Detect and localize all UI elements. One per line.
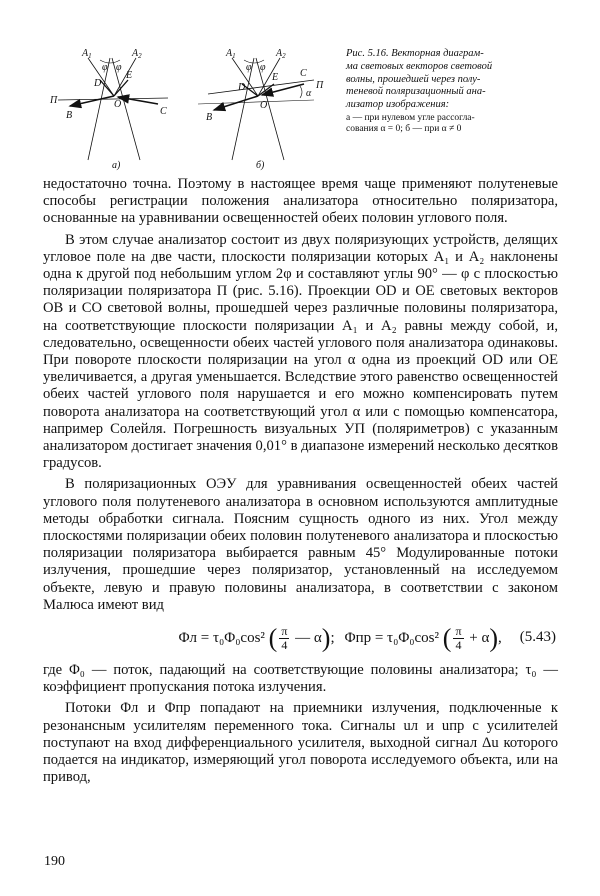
label-b-A1: $A_1$ xyxy=(226,48,236,60)
label-b-D: D xyxy=(238,82,246,93)
label-a-phi-left: φ xyxy=(102,62,108,73)
formula-left-tail: — α xyxy=(295,629,322,646)
figure-5-16 xyxy=(48,40,334,178)
formula-right-num: π xyxy=(455,623,462,638)
paragraph: В поляризационных ОЭУ для уравнивания освещенностей обеих частей углового поля полутеневого анализатора в основном используются амплитудные методы обработки сигнала. Поясним сущность одного из них. Угол между плоскостями поляризации обеих половин полутеневого анализатора и плоскостью поляризации поляризатора выбирается равным 45° Модулированные потоки излучения, прошедшие через поляризатор, установленный на исследуемом объекте, левую и правую половины анализатора, в соответствии с законом Малюса имеют вид xyxy=(43,476,558,613)
formula-left-num: π xyxy=(281,623,288,638)
label-b-phi-left: φ xyxy=(246,62,252,73)
label-b-B: B xyxy=(206,112,213,123)
caption-line: лизатор изображения: xyxy=(346,99,450,111)
label-a-C: C xyxy=(160,106,167,117)
label-b-C: C xyxy=(300,68,307,79)
formula-left: Φл = τ₀Φ₀cos² ( $\frac{\pi}{4}$ — α); xyxy=(178,623,335,653)
label-b-E: E xyxy=(272,72,279,83)
panel-a-diagram xyxy=(58,58,168,160)
figure-caption xyxy=(346,48,562,135)
caption-line: Рис. 5.16. Векторная диаграм- xyxy=(346,48,484,59)
panel-b-diagram xyxy=(198,58,314,160)
label-b-O: O xyxy=(260,100,268,111)
formula-5-43 xyxy=(43,618,558,658)
caption-legend-line: сования α = 0; б — при α ≠ 0 xyxy=(346,123,462,134)
formula-left-den: 4 xyxy=(281,637,288,652)
label-a-P: П xyxy=(50,95,58,106)
label-a-panel: а) xyxy=(112,160,121,171)
label-a-A1: $A_1$ xyxy=(82,48,92,60)
formula-right-tail: + α xyxy=(469,629,490,646)
label-a-B: B xyxy=(66,110,73,121)
formula-right-lhs: Φпр = τ₀Φ₀cos² xyxy=(344,629,440,646)
paragraph: В этом случае анализатор состоит из двух поляризующих устройств, делящих угловое поле на две части, плоскости поляризации которых A₁ и A₂ наклонены одна к другой под небольшим углом 2φ и составляют углы 90° — φ с плоскостью поляризации поляризатора П (рис. 5.16). Проекции OD и OE световых векторов OB и CO световой волны, прошедшей через различные половины поляризатора, на соответствующие плоскости поляризации A₁ и A₂ равны между собой, и, следовательно, освещенности обеих частей углового поля анализатора одинаковы. При повороте плоскости поляризации на угол α одна из проекций OD или OE увеличивается, а другая уменьшается. Вследствие этого равенство освещенностей обеих частей углового поля нарушается и его можно компенсировать путем поворота анализатора на соответствующий угол α или с помощью компенсатора, например Солейля. Погрешность визуальных УП (поляриметров) с указанным анализатором достигает значения 0,01° в диапазоне измерений несколько десятков градусов. xyxy=(43,231,558,472)
label-a-phi-right: φ xyxy=(116,62,122,73)
label-a-O: O xyxy=(114,99,122,110)
formula-number: (5.43) xyxy=(519,629,556,646)
label-b-panel: б) xyxy=(256,160,265,171)
body-text xyxy=(43,176,558,791)
paragraph: недостаточно точна. Поэтому в настоящее время чаще применяют полутеневые способы регистрации положения анализатора относительно поляризатора, основанные на уравнивании освещенностей обеих половин углового поля. xyxy=(43,176,558,227)
formula-right: Φпр = τ₀Φ₀cos² ( $\frac{\pi}{4}$ + α), xyxy=(344,623,502,653)
formula-sep: ; xyxy=(330,629,335,646)
vector-diagram xyxy=(48,40,334,178)
formula-right-den: 4 xyxy=(455,637,462,652)
label-b-phi-right: φ xyxy=(260,62,266,73)
label-a-A2: $A_2$ xyxy=(132,48,142,60)
caption-legend-line: а — при нулевом угле рассогла- xyxy=(346,112,475,123)
page-number: 190 xyxy=(44,854,65,869)
caption-line: теневой поляризационный ана- xyxy=(346,86,486,98)
label-a-E: E xyxy=(126,70,133,81)
paragraph: Потоки Φл и Φпр попадают на приемники излучения, подключенные к резонансным усилителям переменного тока. Сигналы uл и uпр с усилителей поступают на вход дифференциального усилителя, выходной сигнал Δu которого подается на индикатор, измеряющий угол поворота исследуемого объекта, или на привод, xyxy=(43,700,558,786)
label-b-A2: $A_2$ xyxy=(276,48,286,60)
label-b-alpha: α xyxy=(306,88,312,99)
formula-left-lhs: Φл = τ₀Φ₀cos² xyxy=(178,629,265,646)
label-a-D: D xyxy=(94,78,102,89)
caption-line: волны, прошедшей через полу- xyxy=(346,73,481,85)
label-b-P: П xyxy=(316,80,324,91)
caption-line: ма световых векторов световой xyxy=(346,60,493,72)
caption-legend xyxy=(346,113,562,135)
paragraph: где Φ₀ — поток, падающий на соответствующие половины анализатора; τ₀ — коэффициент пропускания потока излучения. xyxy=(43,662,558,696)
